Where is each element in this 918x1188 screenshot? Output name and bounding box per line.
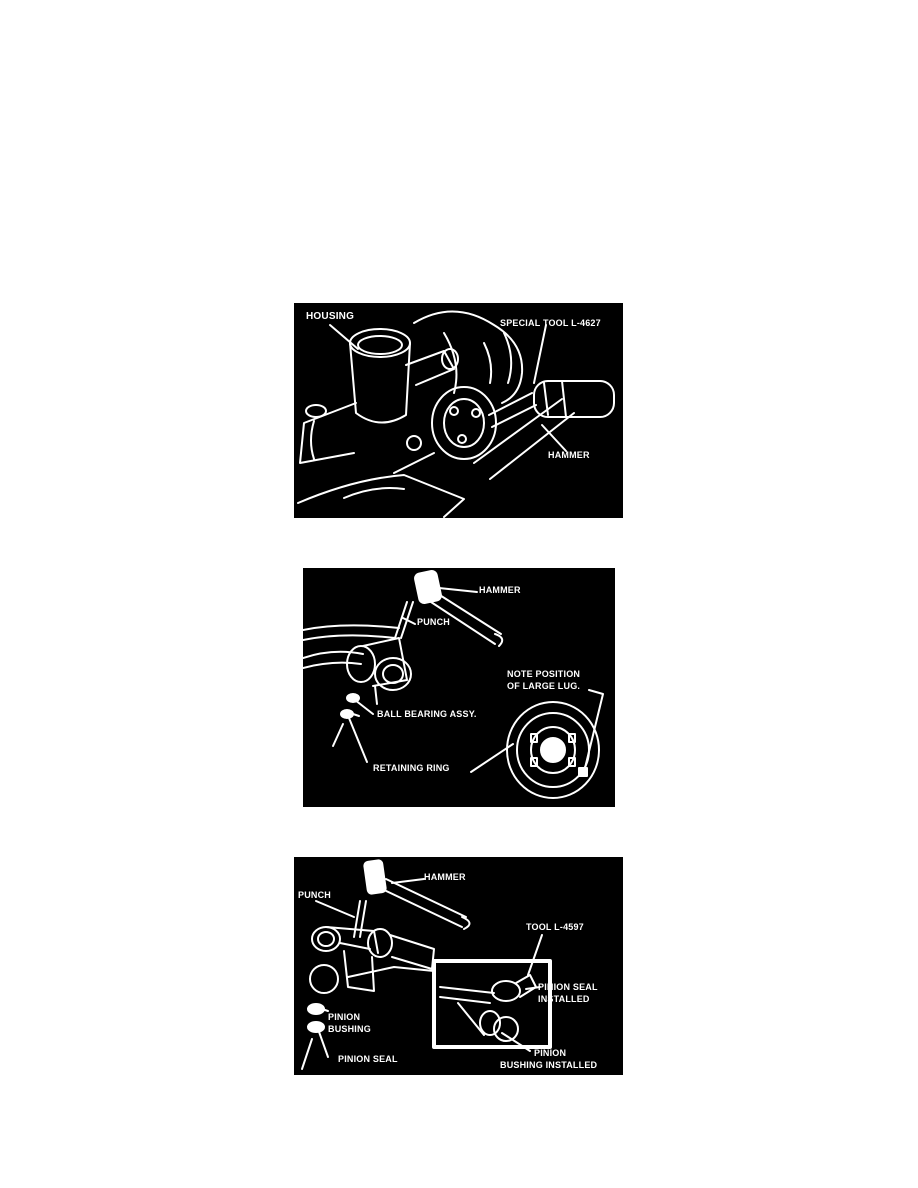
label-housing: HOUSING — [306, 311, 355, 322]
figure-pinion-bushing-seal — [294, 857, 623, 1075]
label-special-tool: SPECIAL TOOL L-4627 — [500, 318, 601, 328]
label-hammer: HAMMER — [479, 585, 521, 595]
label-note-line2: OF LARGE LUG. — [507, 681, 581, 691]
label-punch: PUNCH — [298, 890, 332, 900]
label-ball-bearing: BALL BEARING ASSY. — [377, 709, 477, 719]
label-hammer: HAMMER — [424, 872, 466, 882]
label-pinion-bushing-installed-1: PINION — [534, 1048, 567, 1058]
figure-1-illustration — [294, 303, 623, 518]
label-pinion-bushing-2: BUSHING — [328, 1024, 371, 1034]
label-punch: PUNCH — [417, 617, 451, 627]
label-pinion-seal: PINION SEAL — [338, 1054, 398, 1064]
label-pinion-seal-installed-1: PINION SEAL — [538, 982, 598, 992]
label-retaining-ring: RETAINING RING — [373, 763, 450, 773]
label-tool: TOOL L-4597 — [526, 922, 584, 932]
label-pinion-seal-installed-2: INSTALLED — [538, 994, 590, 1004]
label-hammer: HAMMER — [548, 450, 590, 460]
label-pinion-bushing-1: PINION — [328, 1012, 361, 1022]
figure-ball-bearing-removal — [303, 568, 615, 807]
figure-housing-special-tool — [294, 303, 623, 518]
figure-3-illustration — [294, 857, 623, 1075]
label-note-line1: NOTE POSITION — [507, 669, 581, 679]
label-pinion-bushing-installed-2: BUSHING INSTALLED — [500, 1060, 598, 1070]
